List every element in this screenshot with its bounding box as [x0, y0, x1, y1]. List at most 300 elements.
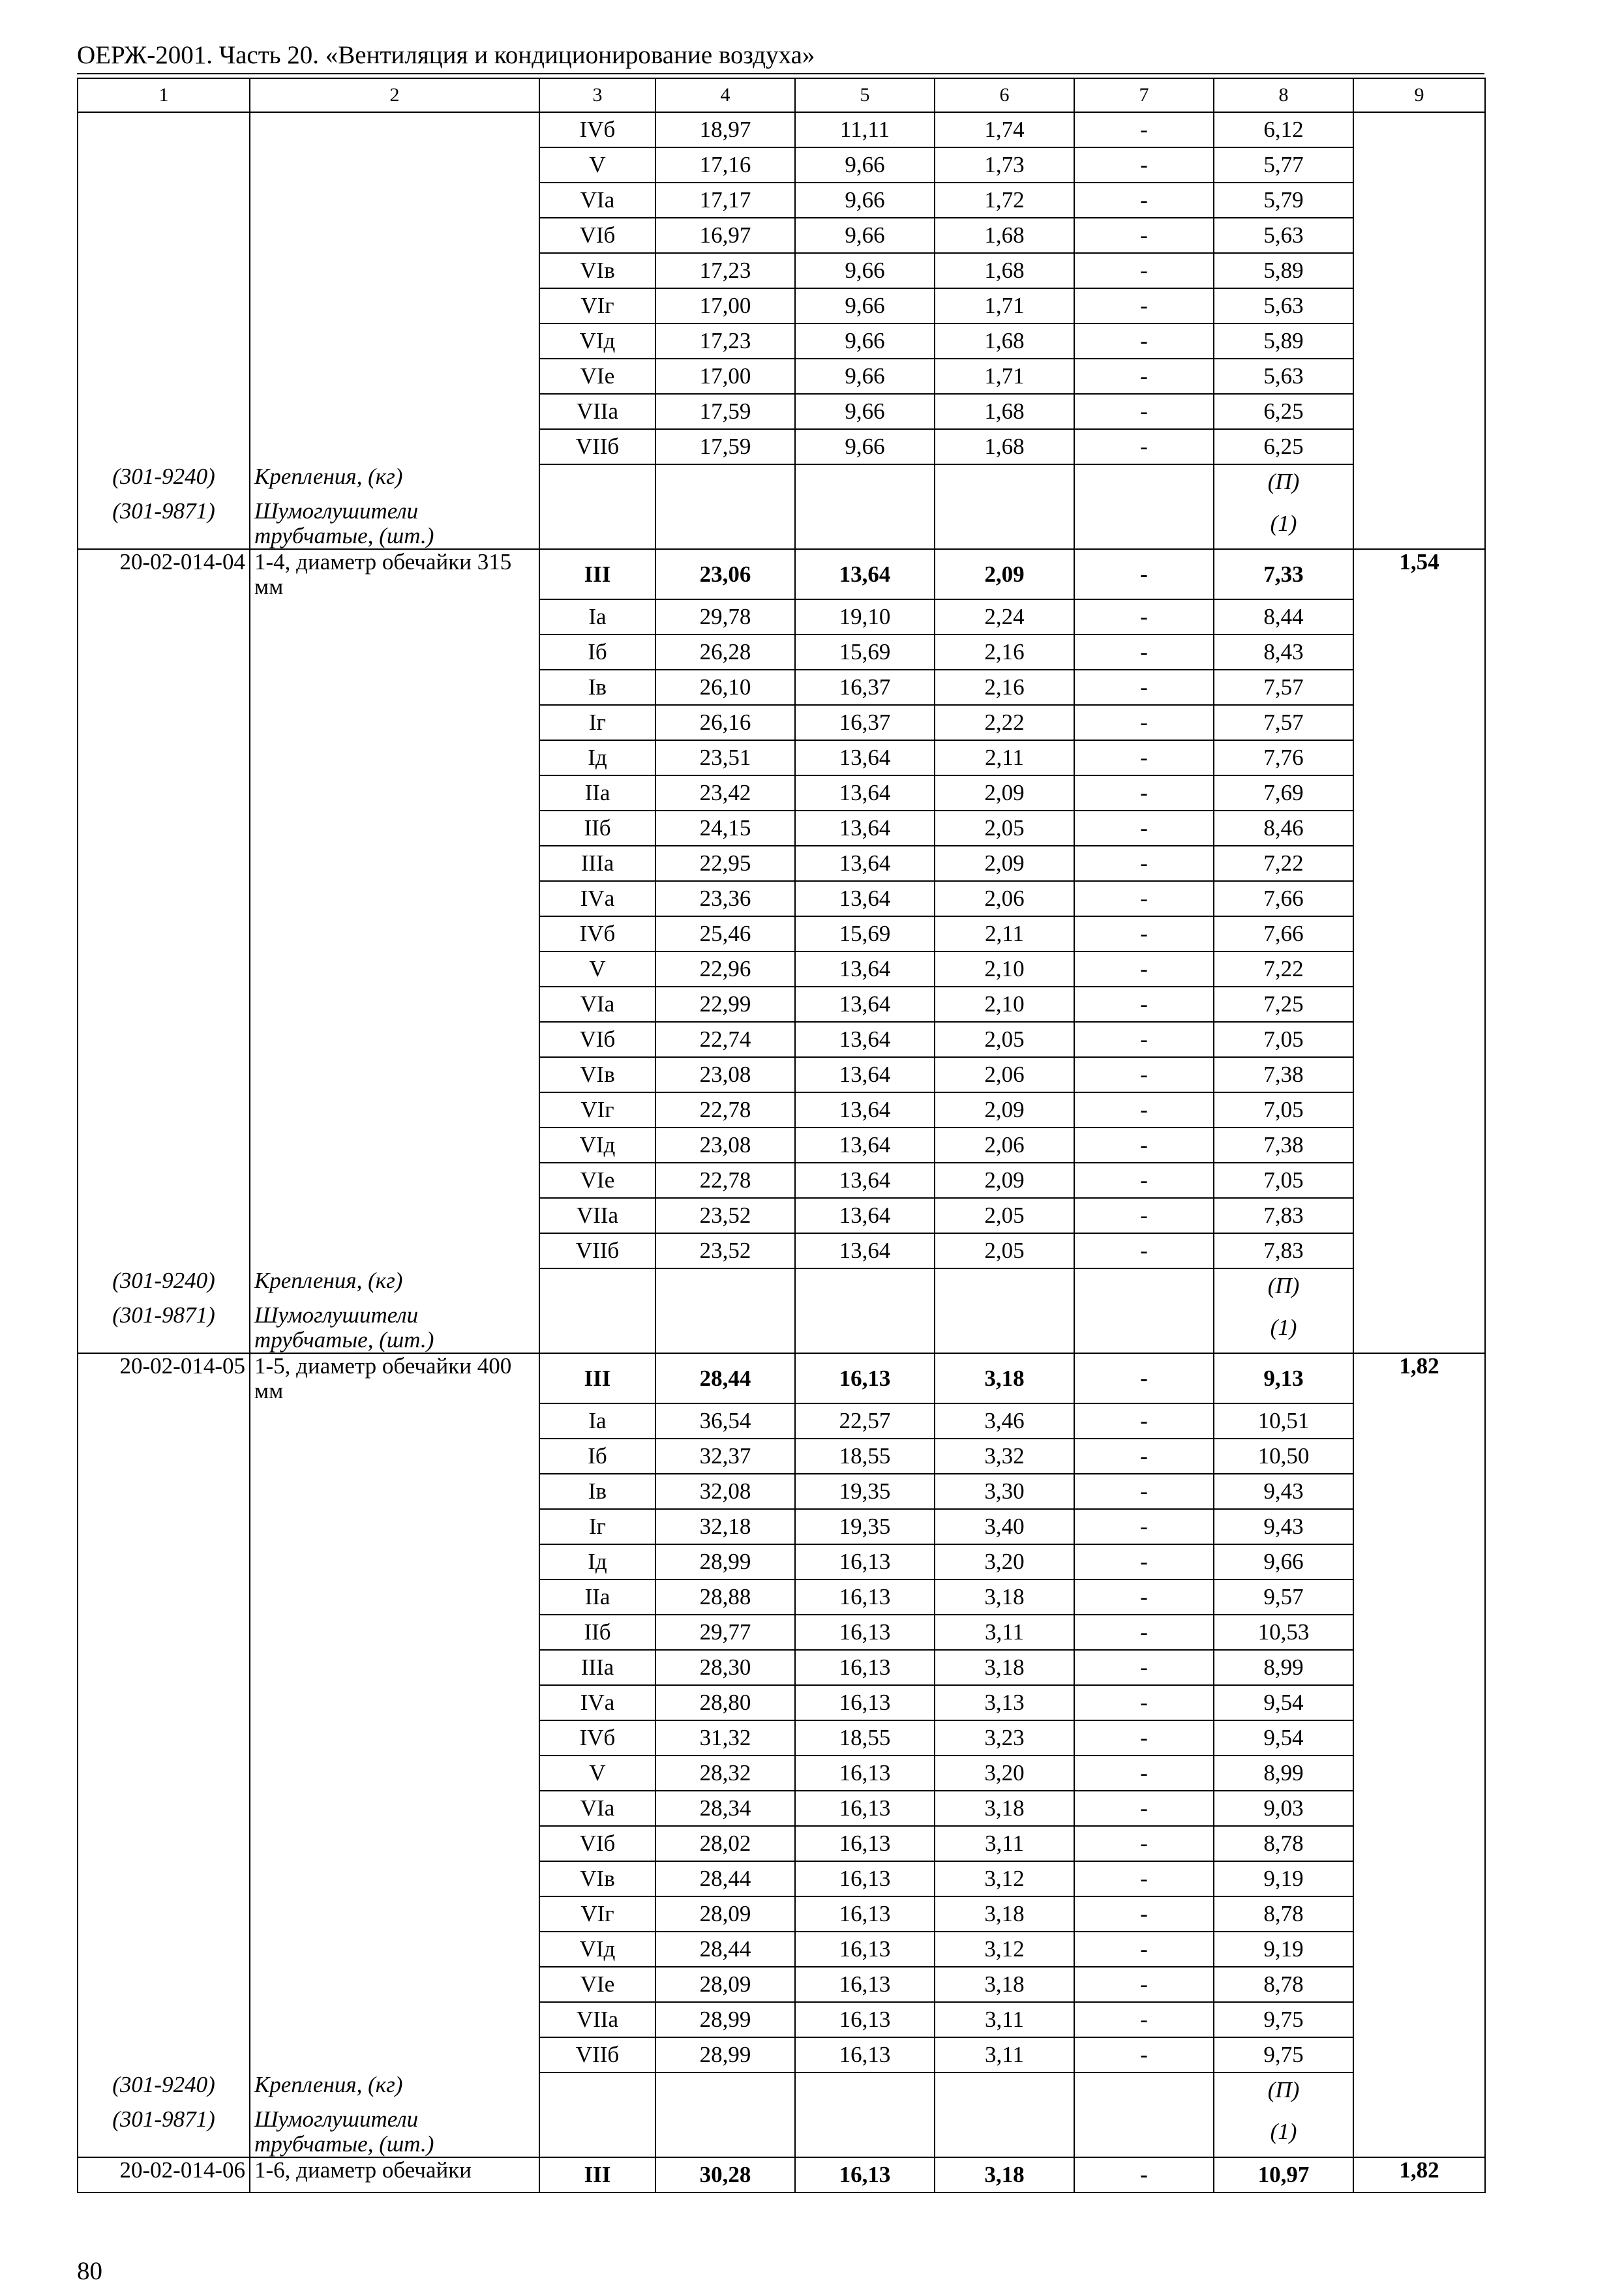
zone-cell: Iб — [539, 635, 655, 670]
labor-cost-cell — [1353, 740, 1485, 775]
rate-description-cell — [250, 740, 539, 775]
driver-wages-cell: - — [1074, 916, 1214, 951]
driver-wages-cell: - — [1074, 1022, 1214, 1057]
machines-cell: 2,05 — [935, 1198, 1074, 1233]
table-row — [78, 1439, 1485, 1474]
rate-description-cell — [250, 1057, 539, 1092]
zone-cell: IVб — [539, 112, 655, 147]
wages-cell: 19,35 — [795, 1509, 935, 1544]
materials-cell: 10,53 — [1214, 1615, 1353, 1650]
wages-cell: 16,13 — [795, 1579, 935, 1615]
resource-name-cell: Крепления, (кг) — [250, 1268, 539, 1303]
table-row — [78, 1509, 1485, 1544]
rate-description-cell — [250, 1861, 539, 1896]
driver-wages-cell: - — [1074, 705, 1214, 740]
labor-cost-cell — [1353, 881, 1485, 916]
empty-cell — [935, 1303, 1074, 1353]
zone-cell: IIб — [539, 811, 655, 846]
total-cost-cell: 36,54 — [655, 1403, 795, 1439]
machines-cell: 1,74 — [935, 112, 1074, 147]
wages-cell: 9,66 — [795, 288, 935, 323]
driver-wages-cell: - — [1074, 1967, 1214, 2002]
empty-cell — [935, 2072, 1074, 2107]
labor-cost-cell — [1353, 253, 1485, 288]
materials-cell: 7,57 — [1214, 705, 1353, 740]
driver-wages-cell: - — [1074, 183, 1214, 218]
materials-cell: 5,63 — [1214, 288, 1353, 323]
machines-cell: 2,24 — [935, 599, 1074, 635]
labor-cost-cell — [1353, 1198, 1485, 1233]
total-cost-cell: 22,99 — [655, 987, 795, 1022]
rate-code-cell — [78, 670, 250, 705]
wages-cell: 13,64 — [795, 881, 935, 916]
resource-code-cell: (301-9240) — [78, 2072, 250, 2107]
materials-cell: 6,12 — [1214, 112, 1353, 147]
materials-cell: 8,44 — [1214, 599, 1353, 635]
table-row — [78, 846, 1485, 881]
empty-cell — [935, 2107, 1074, 2157]
machines-cell: 2,05 — [935, 811, 1074, 846]
column-number: 9 — [1353, 78, 1485, 112]
driver-wages-cell: - — [1074, 811, 1214, 846]
materials-cell: 6,25 — [1214, 429, 1353, 464]
table-row — [78, 1756, 1485, 1791]
rate-code-cell — [78, 1022, 250, 1057]
rate-description-cell — [250, 323, 539, 359]
table-row — [78, 2037, 1485, 2072]
labor-cost-cell — [1353, 1509, 1485, 1544]
labor-cost-cell — [1353, 1128, 1485, 1163]
rate-code-cell — [78, 1474, 250, 1509]
driver-wages-cell: - — [1074, 1474, 1214, 1509]
rate-description-cell — [250, 1791, 539, 1826]
driver-wages-cell: - — [1074, 1163, 1214, 1198]
rate-code-cell — [78, 740, 250, 775]
driver-wages-cell: - — [1074, 1720, 1214, 1756]
resource-name-cell: Крепления, (кг) — [250, 464, 539, 499]
materials-cell: 7,66 — [1214, 881, 1353, 916]
machines-cell: 3,18 — [935, 2157, 1074, 2192]
zone-cell: IVа — [539, 1685, 655, 1720]
rate-code-cell — [78, 1439, 250, 1474]
materials-cell: 9,43 — [1214, 1509, 1353, 1544]
rate-code-cell — [78, 811, 250, 846]
table-row — [78, 218, 1485, 253]
zone-cell: IVа — [539, 881, 655, 916]
resource-row — [78, 1268, 1485, 1303]
wages-cell: 11,11 — [795, 112, 935, 147]
rate-description-cell — [250, 394, 539, 429]
empty-cell — [1353, 1268, 1485, 1303]
machines-cell: 1,68 — [935, 323, 1074, 359]
machines-cell: 3,18 — [935, 1650, 1074, 1685]
rate-code-cell: 20-02-014-05 — [78, 1353, 250, 1403]
rate-description-cell — [250, 951, 539, 987]
table-row — [78, 359, 1485, 394]
zone-cell: VIг — [539, 1092, 655, 1128]
empty-cell — [795, 1268, 935, 1303]
empty-cell — [1353, 2107, 1485, 2157]
rate-code-cell — [78, 429, 250, 464]
empty-cell — [1353, 464, 1485, 499]
rate-description-cell — [250, 2037, 539, 2072]
wages-cell: 16,13 — [795, 1826, 935, 1861]
zone-cell: VIб — [539, 1022, 655, 1057]
labor-cost-cell — [1353, 846, 1485, 881]
machines-cell: 3,18 — [935, 1579, 1074, 1615]
zone-cell: V — [539, 951, 655, 987]
machines-cell: 3,20 — [935, 1544, 1074, 1579]
total-cost-cell: 28,34 — [655, 1791, 795, 1826]
machines-cell: 3,20 — [935, 1756, 1074, 1791]
total-cost-cell: 22,78 — [655, 1092, 795, 1128]
materials-cell: 9,13 — [1214, 1353, 1353, 1403]
total-cost-cell: 17,00 — [655, 288, 795, 323]
machines-cell: 2,11 — [935, 916, 1074, 951]
total-cost-cell: 28,99 — [655, 1544, 795, 1579]
table-row — [78, 705, 1485, 740]
table-row — [78, 1022, 1485, 1057]
labor-cost-cell — [1353, 147, 1485, 183]
materials-cell: 8,99 — [1214, 1650, 1353, 1685]
labor-cost-cell — [1353, 1650, 1485, 1685]
rate-description-cell — [250, 1163, 539, 1198]
rate-code-cell — [78, 846, 250, 881]
rate-code-cell — [78, 881, 250, 916]
machines-cell: 3,11 — [935, 2037, 1074, 2072]
table-row — [78, 599, 1485, 635]
machines-cell: 3,11 — [935, 1615, 1074, 1650]
rate-description-cell — [250, 1544, 539, 1579]
total-cost-cell: 23,52 — [655, 1198, 795, 1233]
materials-cell: 7,22 — [1214, 951, 1353, 987]
machines-cell: 2,22 — [935, 705, 1074, 740]
materials-cell: 5,89 — [1214, 253, 1353, 288]
zone-cell: VIе — [539, 1967, 655, 2002]
materials-cell: 9,19 — [1214, 1932, 1353, 1967]
machines-cell: 1,71 — [935, 359, 1074, 394]
labor-cost-cell — [1353, 1615, 1485, 1650]
labor-cost-cell — [1353, 1057, 1485, 1092]
driver-wages-cell: - — [1074, 1685, 1214, 1720]
labor-cost-cell — [1353, 1403, 1485, 1439]
table-row — [78, 183, 1485, 218]
zone-cell: Iб — [539, 1439, 655, 1474]
machines-cell: 3,30 — [935, 1474, 1074, 1509]
total-cost-cell: 31,32 — [655, 1720, 795, 1756]
total-cost-cell: 28,30 — [655, 1650, 795, 1685]
materials-cell: 6,25 — [1214, 394, 1353, 429]
wages-cell: 9,66 — [795, 147, 935, 183]
materials-cell: 8,78 — [1214, 1967, 1353, 2002]
empty-cell — [655, 2107, 795, 2157]
materials-cell: 7,38 — [1214, 1057, 1353, 1092]
wages-cell: 13,64 — [795, 1163, 935, 1198]
rate-description-cell — [250, 811, 539, 846]
machines-cell: 3,23 — [935, 1720, 1074, 1756]
labor-cost-cell — [1353, 987, 1485, 1022]
materials-cell: 7,38 — [1214, 1128, 1353, 1163]
machines-cell: 2,09 — [935, 1092, 1074, 1128]
labor-cost-cell — [1353, 1092, 1485, 1128]
wages-cell: 9,66 — [795, 394, 935, 429]
labor-cost-cell — [1353, 951, 1485, 987]
wages-cell: 16,13 — [795, 1650, 935, 1685]
rate-code-cell — [78, 1092, 250, 1128]
empty-cell — [1074, 1303, 1214, 1353]
rate-code-cell — [78, 1896, 250, 1932]
resource-row — [78, 464, 1485, 499]
machines-cell: 1,68 — [935, 253, 1074, 288]
table-row — [78, 1579, 1485, 1615]
resource-code-cell: (301-9871) — [78, 499, 250, 549]
wages-cell: 22,57 — [795, 1403, 935, 1439]
total-cost-cell: 23,52 — [655, 1233, 795, 1268]
table-row — [78, 987, 1485, 1022]
materials-cell: 10,97 — [1214, 2157, 1353, 2192]
wages-cell: 9,66 — [795, 218, 935, 253]
wages-cell: 16,13 — [795, 1791, 935, 1826]
driver-wages-cell: - — [1074, 1791, 1214, 1826]
rate-description-cell — [250, 1233, 539, 1268]
total-cost-cell: 23,06 — [655, 549, 795, 599]
empty-cell — [539, 499, 655, 549]
machines-cell: 3,40 — [935, 1509, 1074, 1544]
rates-table-body — [78, 78, 1485, 2192]
table-row — [78, 775, 1485, 811]
zone-cell: Iв — [539, 670, 655, 705]
materials-cell: 9,03 — [1214, 1791, 1353, 1826]
rate-description-cell — [250, 775, 539, 811]
materials-cell: 7,57 — [1214, 670, 1353, 705]
zone-cell: III — [539, 1353, 655, 1403]
wages-cell: 16,37 — [795, 705, 935, 740]
materials-cell: 9,57 — [1214, 1579, 1353, 1615]
wages-cell: 15,69 — [795, 635, 935, 670]
total-cost-cell: 32,37 — [655, 1439, 795, 1474]
labor-cost-cell — [1353, 1791, 1485, 1826]
zone-cell: Iв — [539, 1474, 655, 1509]
driver-wages-cell: - — [1074, 635, 1214, 670]
machines-cell: 3,12 — [935, 1932, 1074, 1967]
materials-cell: 9,54 — [1214, 1720, 1353, 1756]
materials-cell: 7,76 — [1214, 740, 1353, 775]
total-cost-cell: 22,74 — [655, 1022, 795, 1057]
materials-cell: 9,54 — [1214, 1685, 1353, 1720]
wages-cell: 19,10 — [795, 599, 935, 635]
machines-cell: 1,68 — [935, 429, 1074, 464]
rate-code-cell — [78, 1932, 250, 1967]
driver-wages-cell: - — [1074, 1615, 1214, 1650]
driver-wages-cell: - — [1074, 740, 1214, 775]
empty-cell — [1353, 1303, 1485, 1353]
rate-description-cell — [250, 1896, 539, 1932]
labor-cost-cell — [1353, 323, 1485, 359]
zone-cell: VIе — [539, 1163, 655, 1198]
column-number: 3 — [539, 78, 655, 112]
machines-cell: 3,13 — [935, 1685, 1074, 1720]
empty-cell — [795, 2107, 935, 2157]
resource-row — [78, 499, 1485, 549]
wages-cell: 16,13 — [795, 1932, 935, 1967]
machines-cell: 2,09 — [935, 1163, 1074, 1198]
rate-description-cell — [250, 288, 539, 323]
empty-cell — [795, 2072, 935, 2107]
zone-cell: VIб — [539, 1826, 655, 1861]
total-cost-cell: 28,99 — [655, 2002, 795, 2037]
wages-cell: 16,13 — [795, 1544, 935, 1579]
rate-code-cell — [78, 218, 250, 253]
materials-cell: 5,89 — [1214, 323, 1353, 359]
total-cost-cell: 30,28 — [655, 2157, 795, 2192]
machines-cell: 1,68 — [935, 394, 1074, 429]
rate-code-cell: 20-02-014-06 — [78, 2157, 250, 2192]
zone-cell: VIд — [539, 1932, 655, 1967]
machines-cell: 2,06 — [935, 881, 1074, 916]
materials-cell: 10,51 — [1214, 1403, 1353, 1439]
rate-description-cell — [250, 112, 539, 147]
rate-description-cell — [250, 1826, 539, 1861]
table-row — [78, 1896, 1485, 1932]
empty-cell — [539, 2107, 655, 2157]
empty-cell — [795, 1303, 935, 1353]
machines-cell: 2,09 — [935, 775, 1074, 811]
machines-cell: 3,11 — [935, 1826, 1074, 1861]
total-cost-cell: 32,08 — [655, 1474, 795, 1509]
labor-cost-cell — [1353, 394, 1485, 429]
zone-cell: VIа — [539, 987, 655, 1022]
rate-code-cell — [78, 705, 250, 740]
wages-cell: 16,13 — [795, 1685, 935, 1720]
table-row — [78, 1967, 1485, 2002]
rate-description-cell — [250, 1685, 539, 1720]
rate-code-cell — [78, 775, 250, 811]
table-row — [78, 549, 1485, 599]
wages-cell: 13,64 — [795, 811, 935, 846]
labor-cost-cell — [1353, 670, 1485, 705]
empty-cell — [655, 1268, 795, 1303]
total-cost-cell: 28,99 — [655, 2037, 795, 2072]
wages-cell: 15,69 — [795, 916, 935, 951]
zone-cell: VIв — [539, 1057, 655, 1092]
wages-cell: 13,64 — [795, 846, 935, 881]
empty-cell — [539, 1268, 655, 1303]
column-number-row — [78, 78, 1485, 112]
rate-description-cell — [250, 635, 539, 670]
wages-cell: 13,64 — [795, 1198, 935, 1233]
labor-cost-cell — [1353, 1967, 1485, 2002]
zone-cell: III — [539, 549, 655, 599]
column-number: 7 — [1074, 78, 1214, 112]
machines-cell: 2,09 — [935, 549, 1074, 599]
labor-cost-cell — [1353, 635, 1485, 670]
rate-code-cell — [78, 1057, 250, 1092]
zone-cell: Iд — [539, 1544, 655, 1579]
resource-name-cell: Шумоглушители трубчатые, (шт.) — [250, 499, 539, 549]
empty-cell — [1074, 2072, 1214, 2107]
wages-cell: 16,13 — [795, 1615, 935, 1650]
table-row — [78, 881, 1485, 916]
machines-cell: 2,05 — [935, 1022, 1074, 1057]
materials-cell: 10,50 — [1214, 1439, 1353, 1474]
labor-cost-cell — [1353, 288, 1485, 323]
machines-cell: 2,05 — [935, 1233, 1074, 1268]
empty-cell — [539, 2072, 655, 2107]
labor-cost-cell — [1353, 1932, 1485, 1967]
table-row — [78, 1353, 1485, 1403]
labor-cost-cell: 1,82 — [1353, 2157, 1485, 2192]
resource-value-cell: (П) — [1214, 1268, 1353, 1303]
driver-wages-cell: - — [1074, 846, 1214, 881]
zone-cell: III — [539, 2157, 655, 2192]
table-row — [78, 811, 1485, 846]
driver-wages-cell: - — [1074, 1092, 1214, 1128]
zone-cell: VIг — [539, 288, 655, 323]
rate-description-cell — [250, 1092, 539, 1128]
wages-cell: 16,13 — [795, 1896, 935, 1932]
total-cost-cell: 17,17 — [655, 183, 795, 218]
driver-wages-cell: - — [1074, 218, 1214, 253]
wages-cell: 13,64 — [795, 1233, 935, 1268]
driver-wages-cell: - — [1074, 1544, 1214, 1579]
zone-cell: Iг — [539, 705, 655, 740]
driver-wages-cell: - — [1074, 1509, 1214, 1544]
driver-wages-cell: - — [1074, 1932, 1214, 1967]
machines-cell: 2,10 — [935, 951, 1074, 987]
driver-wages-cell: - — [1074, 1353, 1214, 1403]
labor-cost-cell — [1353, 1163, 1485, 1198]
wages-cell: 9,66 — [795, 183, 935, 218]
materials-cell: 7,33 — [1214, 549, 1353, 599]
total-cost-cell: 16,97 — [655, 218, 795, 253]
zone-cell: Iа — [539, 599, 655, 635]
resource-name-cell: Шумоглушители трубчатые, (шт.) — [250, 1303, 539, 1353]
rate-description-cell — [250, 1967, 539, 2002]
table-row — [78, 1057, 1485, 1092]
wages-cell: 16,13 — [795, 2037, 935, 2072]
zone-cell: VIд — [539, 1128, 655, 1163]
materials-cell: 7,05 — [1214, 1163, 1353, 1198]
materials-cell: 7,69 — [1214, 775, 1353, 811]
rate-description-cell — [250, 670, 539, 705]
rate-description-cell — [250, 429, 539, 464]
table-row — [78, 253, 1485, 288]
table-row — [78, 1128, 1485, 1163]
labor-cost-cell — [1353, 1756, 1485, 1791]
materials-cell: 7,22 — [1214, 846, 1353, 881]
rate-description-cell — [250, 705, 539, 740]
table-row — [78, 1233, 1485, 1268]
driver-wages-cell: - — [1074, 2157, 1214, 2192]
resource-name-cell: Шумоглушители трубчатые, (шт.) — [250, 2107, 539, 2157]
empty-cell — [539, 1303, 655, 1353]
resource-code-cell: (301-9240) — [78, 464, 250, 499]
total-cost-cell: 29,77 — [655, 1615, 795, 1650]
machines-cell: 1,73 — [935, 147, 1074, 183]
machines-cell: 2,11 — [935, 740, 1074, 775]
table-row — [78, 1650, 1485, 1685]
labor-cost-cell — [1353, 1826, 1485, 1861]
wages-cell: 9,66 — [795, 359, 935, 394]
zone-cell: VIIа — [539, 1198, 655, 1233]
labor-cost-cell — [1353, 112, 1485, 147]
table-row — [78, 112, 1485, 147]
rate-description-cell — [250, 881, 539, 916]
table-row — [78, 429, 1485, 464]
rate-code-cell — [78, 635, 250, 670]
labor-cost-cell: 1,54 — [1353, 549, 1485, 599]
wages-cell: 9,66 — [795, 429, 935, 464]
